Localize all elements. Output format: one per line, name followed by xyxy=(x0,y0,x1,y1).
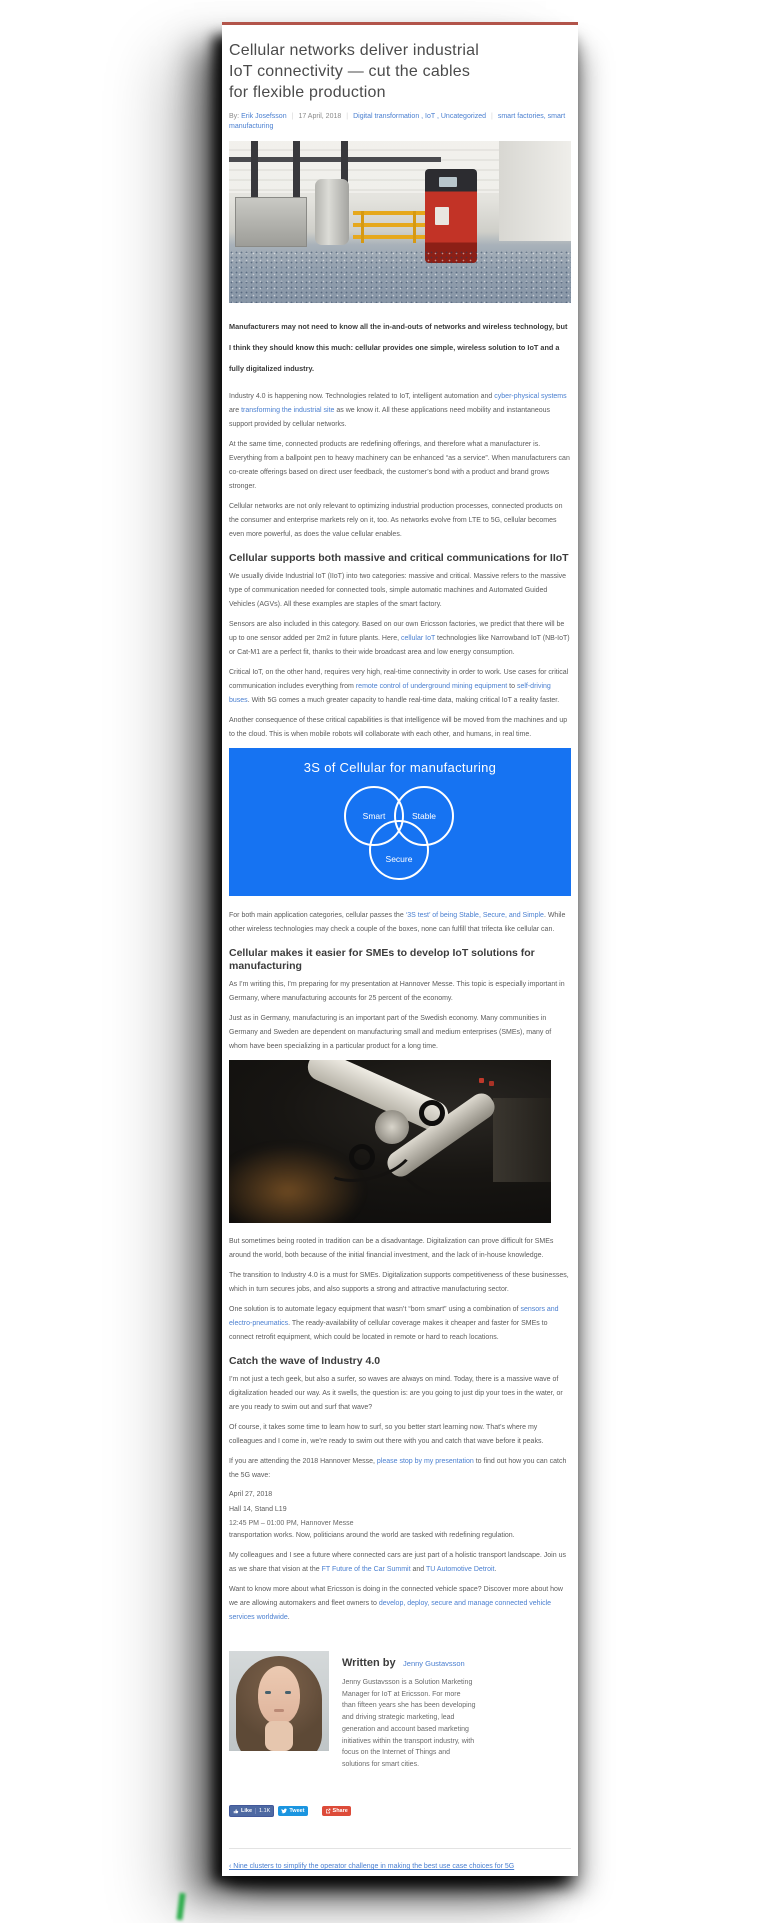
section-heading: Cellular makes it easier for SMEs to develop IoT solutions for manufacturing xyxy=(229,947,535,972)
paragraph xyxy=(229,500,571,542)
event-detail-line xyxy=(229,1489,571,1500)
inline-link[interactable]: FT Future of the Car Summit xyxy=(321,1566,411,1573)
paragraph xyxy=(229,1529,571,1543)
text-span: Sensors are also included in this category. Based on our own Ericsson factories, we predict that there will be up to one sensor added per 2m2 in future plants. Here, xyxy=(229,621,565,642)
inline-link[interactable]: sensors and electro-pneumatics xyxy=(229,1306,559,1327)
text-span: are xyxy=(229,407,242,414)
tweet-button[interactable] xyxy=(278,1806,307,1816)
paragraph xyxy=(229,390,571,432)
text-span: . xyxy=(494,1566,497,1573)
post-navigation xyxy=(229,1848,571,1871)
venn-title: 3S of Cellular for manufacturing xyxy=(303,760,497,775)
section-heading: Cellular supports both massive and critical communications for IIoT xyxy=(229,552,569,564)
byline-separator: | xyxy=(491,113,493,120)
avatar-neck xyxy=(265,1721,293,1751)
inline-link[interactable]: remote control of underground mining equipment xyxy=(355,683,508,690)
fig2-art-cable-coil xyxy=(419,1100,445,1126)
inline-link[interactable]: cyber-physical systems xyxy=(494,393,567,400)
share-icon xyxy=(325,1808,331,1814)
text-span: Manufacturers may not need to know all the in-and-outs of networks and wireless technology, but I think they should know this much: cellular provides one simple, wireless solution to IoT and a fully digitalized industry. xyxy=(229,322,568,373)
byline-separator: | xyxy=(291,113,294,120)
avatar-face xyxy=(258,1666,300,1724)
text-span: . With 5G comes a much greater capacity to handle real-time data, making critical IoT a reality faster. xyxy=(247,697,560,704)
paragraph xyxy=(229,1303,571,1345)
share-buttons xyxy=(229,1805,571,1817)
tag-links[interactable]: smart factories, smart manufacturing xyxy=(229,113,566,130)
text-span: As I’m writing this, I’m preparing for my presentation at Hannover Messe. This topic is especially important in Germany, where manufacturing accounts for 25 percent of the economy. xyxy=(229,981,565,1002)
text-span: My colleagues and I see a future where connected cars are just part of a holistic transport landscape. Join us as we share that vision at the xyxy=(229,1552,566,1573)
article-body-part3 xyxy=(229,1235,571,1625)
hero-art-beam xyxy=(229,157,441,162)
author-box xyxy=(229,1651,571,1771)
title-line: IoT connectivity — cut the cables xyxy=(229,63,471,80)
byline xyxy=(229,112,571,132)
section-heading: Catch the wave of Industry 4.0 xyxy=(229,1355,381,1367)
article-body-part2 xyxy=(229,909,571,1054)
text-span: Critical IoT, on the other hand, requires very high, real-time connectivity in order to work. Use cases for critical communication includes everything from xyxy=(229,669,569,690)
paragraph xyxy=(229,1269,571,1297)
text-span: . While other wireless technologies may check a couple of the boxes, none can fulfill that trifecta like cellular can. xyxy=(229,912,566,933)
byline-separator: | xyxy=(346,113,349,120)
venn-label: Smart xyxy=(362,811,386,821)
text-span: If you are attending the 2018 Hannover Messe, xyxy=(229,1458,377,1465)
author-profile-link[interactable]: Jenny Gustavsson xyxy=(403,1659,465,1668)
like-count: 1.1K xyxy=(255,1808,270,1814)
like-label: Like xyxy=(241,1807,253,1814)
paragraph xyxy=(229,1549,571,1577)
inline-link[interactable]: develop, deploy, secure and manage connected vehicle services worldwide xyxy=(229,1600,552,1621)
text-span: . The ready-availability of cellular coverage makes it cheaper and faster for SMEs to connect retrofit equipment, which could be located in remote or hard to reach locations. xyxy=(229,1320,548,1341)
text-span: The transition to Industry 4.0 is a must for SMEs. Digitalization supports competitiveness of these businesses, which in turn secures jobs, and also supports a strong and attractive manufacturing sector. xyxy=(229,1272,569,1293)
article-title xyxy=(229,40,571,103)
inline-link[interactable]: self-driving buses xyxy=(229,683,551,704)
paragraph xyxy=(229,1455,571,1483)
hero-art-machine xyxy=(235,197,307,247)
paragraph xyxy=(229,618,571,660)
green-streak-artifact xyxy=(176,1893,185,1921)
category-links[interactable]: Digital transformation , IoT , Uncategorized xyxy=(353,113,487,120)
paragraph xyxy=(229,666,571,708)
by-label: By: xyxy=(229,113,240,120)
written-by-label: Written by xyxy=(342,1657,396,1669)
paragraph xyxy=(229,570,571,612)
text-span: Want to know more about what Ericsson is doing in the connected vehicle space? Discover more about how we are allowing automakers and fleet owners to xyxy=(229,1586,563,1607)
text-span: . xyxy=(287,1614,290,1621)
author-avatar xyxy=(229,1651,329,1751)
tweet-label: Tweet xyxy=(289,1807,305,1814)
text-span: For both main application categories, cellular passes the xyxy=(229,912,406,919)
fig2-art-red-light xyxy=(479,1078,484,1083)
text-span: as we know it. All these applications need mobility and instantaneous support provided by cellular networks. xyxy=(229,407,551,428)
text-span: At the same time, connected products are redefining offerings, and therefore what a manufacturer is. Everything from a ballpoint pen to heavy machinery can be enhanced “as a service”. When manufacturers can co-create offerings based on direct user feedback, the customer’s bond with a product and brand grows stronger. xyxy=(229,441,570,490)
text-span: I’m not just a tech geek, but also a surfer, so waves are always on mind. Today, there is a massive wave of digitalization headed our way. As it swells, the question is: are you going to just dip your toes in the water, or are you ready to swim out and surf that wave? xyxy=(229,1376,563,1411)
fig2-art-machine xyxy=(493,1098,551,1182)
divider xyxy=(229,1848,571,1849)
share-button[interactable] xyxy=(322,1806,351,1816)
twitter-bird-icon xyxy=(281,1808,287,1814)
text-span: to xyxy=(507,683,517,690)
text-span: Another consequence of these critical capabilities is that intelligence will be moved from the machines and up to the cloud. This is when mobile robots will collaborate with each other, and humans, in real time. xyxy=(229,717,568,738)
hero-art-agv-label xyxy=(435,207,449,225)
inline-link[interactable]: please stop by my presentation xyxy=(376,1458,474,1465)
inline-link[interactable]: transforming the industrial site xyxy=(241,407,335,414)
text-span: technologies like Narrowband IoT (NB-IoT) or Cat-M1 are a perfect fit, thanks to their wide broadcast area and low energy consumption. xyxy=(229,635,570,656)
author-info xyxy=(342,1651,476,1771)
text-span: We usually divide Industrial IoT (IIoT) into two categories: massive and critical. Massive refers to the massive type of communication needed for connected tools, simple automatic machines and Automated Guided Vehicles (AGVs). All these examples are staples of the smart factory. xyxy=(229,573,567,608)
text-span: 12:45 PM – 01:00 PM, Hannover Messe xyxy=(229,1520,354,1526)
paragraph xyxy=(229,438,571,494)
avatar-eye xyxy=(285,1691,291,1694)
avatar-mouth xyxy=(274,1709,284,1712)
author-bio: Jenny Gustavsson is a Solution Marketing Manager for IoT at Ericsson. For more than fifteen years she has been developing and driving strategic marketing, lead generation and account based marketing initiatives within the transport industry, with focus on the Internet of Things and solutions for smart cities. xyxy=(342,1679,476,1768)
title-line: for flexible production xyxy=(229,84,386,101)
hero-art-yellow-railing xyxy=(353,211,435,243)
share-label: Share xyxy=(332,1807,348,1814)
event-detail-line xyxy=(229,1504,571,1515)
hero-art-speckled-floor xyxy=(229,250,571,303)
text-span: Of course, it takes some time to learn how to surf, so you better start learning now. That’s where my colleagues and I come in, we’re ready to swim out there with you and catch that wave before it peaks. xyxy=(229,1424,544,1445)
text-span: Hall 14, Stand L19 xyxy=(229,1506,287,1513)
image-industrial-robot-arm xyxy=(229,1060,551,1223)
lead-paragraph xyxy=(229,316,571,379)
clipped-text-line xyxy=(229,1519,571,1526)
avatar-eye xyxy=(265,1691,271,1694)
facebook-like-button[interactable] xyxy=(229,1805,274,1817)
venn-label: Stable xyxy=(411,811,437,821)
hero-image-factory-floor xyxy=(229,141,571,303)
text-span: Cellular networks are not only relevant to optimizing industrial production processes, connected products on the consumer and enterprise markets rely on it, too. As networks evolve from LTE to 5G, cellular becomes even more powerful, as does the value cellular enables. xyxy=(229,503,563,538)
title-line: Cellular networks deliver industrial xyxy=(229,42,479,59)
paragraph xyxy=(229,1235,571,1263)
paragraph xyxy=(229,1583,571,1625)
paragraph xyxy=(229,714,571,742)
thumbs-up-icon xyxy=(233,1808,239,1814)
text-span: to find out how you can catch the 5G wave: xyxy=(229,1458,567,1479)
article-body-part1 xyxy=(229,316,571,742)
hero-art-agv-screen xyxy=(439,177,457,187)
paragraph xyxy=(229,1373,571,1415)
venn-circle-secure xyxy=(369,820,429,880)
text-span: But sometimes being rooted in tradition can be a disadvantage. Digitalization can prove difficult for SMEs around the world, both because of the initial financial investment, and the lack of in-house knowledge. xyxy=(229,1238,554,1259)
paragraph xyxy=(229,978,571,1006)
author-link[interactable]: Erik Josefsson xyxy=(241,113,287,120)
article-card xyxy=(222,22,578,1876)
paragraph xyxy=(229,909,571,937)
venn-label: Secure xyxy=(385,854,413,864)
text-span: Just as in Germany, manufacturing is an important part of the Swedish economy. Many communities in Germany and Sweden are dependent on manufacturing small and medium enterprises (SMEs), many of whom have been specializing in a particular product for a long time. xyxy=(229,1015,552,1050)
text-span: and xyxy=(410,1566,427,1573)
paragraph xyxy=(229,1421,571,1449)
text-span: April 27, 2018 xyxy=(229,1491,273,1498)
inline-link[interactable]: ‘3S test’ of being Stable, Secure, and Simple xyxy=(405,912,544,919)
hero-art-wall xyxy=(499,141,571,241)
hero-art-tank xyxy=(315,179,349,245)
venn-diagram xyxy=(229,748,571,896)
text-span: transportation works. Now, politicians around the world are tasked with redefining regulation. xyxy=(229,1532,515,1539)
text-span: Industry 4.0 is happening now. Technologies related to IoT, intelligent automation and xyxy=(229,393,495,400)
publish-date: 17 April, 2018 xyxy=(298,113,342,120)
inline-link[interactable]: TU Automotive Detroit xyxy=(426,1566,495,1573)
previous-post-link[interactable]: ‹ Nine clusters to simplify the operator challenge in making the best use case choices for 5G xyxy=(229,1863,515,1870)
paragraph xyxy=(229,1012,571,1054)
text-span: One solution is to automate legacy equipment that wasn’t “born smart” using a combination of xyxy=(229,1306,521,1313)
inline-link[interactable]: cellular IoT xyxy=(401,635,436,642)
